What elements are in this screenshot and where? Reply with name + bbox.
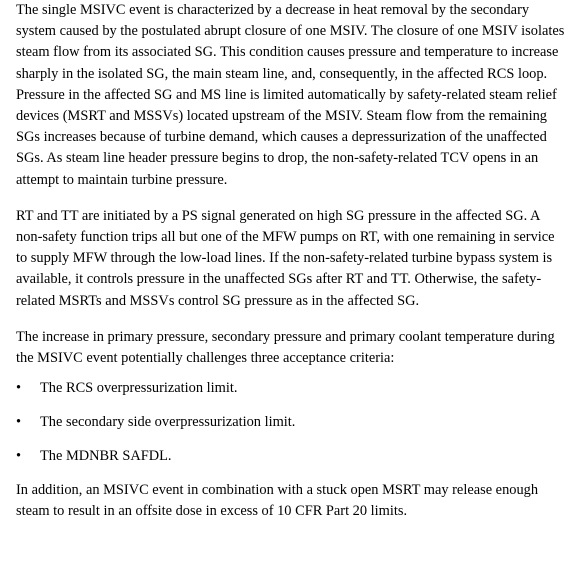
list-item-text: The RCS overpressurization limit. [40, 380, 238, 397]
list-item-text: The secondary side overpressurization limit. [40, 414, 296, 431]
acceptance-criteria-list [16, 378, 568, 467]
bullet-icon: • [16, 448, 22, 465]
document-body [16, 0, 568, 537]
list-item [16, 412, 568, 433]
list-item [16, 446, 568, 467]
paragraph-event-description: The single MSIVC event is characterized by a decrease in heat removal by the secondary system caused by the postulated abrupt closure of one MSIV. The closure of one MSIV isolates steam flow from its associated SG. This condition causes pressure and temperature to increase sharply in the isolated SG, the main steam line, and, consequently, in the affected RCS loop. Pressure in the affected SG and MS line is limited automatically by safety-related steam relief devices (MSRT and MSSVs) located upstream of the MSIV. Steam flow from the remaining SGs increases because of turbine demand, which causes a depressurization of the unaffected SGs. As steam line header pressure begins to drop, the non-safety-related TCV opens in an attempt to maintain turbine pressure. [16, 2, 565, 188]
list-item [16, 378, 568, 399]
list-item-text: The MDNBR SAFDL. [40, 448, 172, 465]
paragraph-offsite-dose: In addition, an MSIVC event in combination with a stuck open MSRT may release enough steam to result in an offsite dose in excess of 10 CFR Part 20 limits. [16, 481, 539, 520]
paragraph-acceptance-criteria-intro: The increase in primary pressure, secondary pressure and primary coolant temperature during the MSIVC event potentially challenges three acceptance criteria: [16, 328, 555, 367]
paragraph-reactor-trip: RT and TT are initiated by a PS signal generated on high SG pressure in the affected SG. A non-safety function trips all but one of the MFW pumps on RT, with one remaining in service to supply MFW through the low-load lines. If the non-safety-related turbine bypass system is available, it controls pressure in the unaffected SGs after RT and TT. Otherwise, the safety-related MSRTs and MSSVs control SG pressure as in the affected SG. [16, 207, 555, 309]
bullet-icon: • [16, 380, 22, 397]
bullet-icon: • [16, 414, 22, 431]
